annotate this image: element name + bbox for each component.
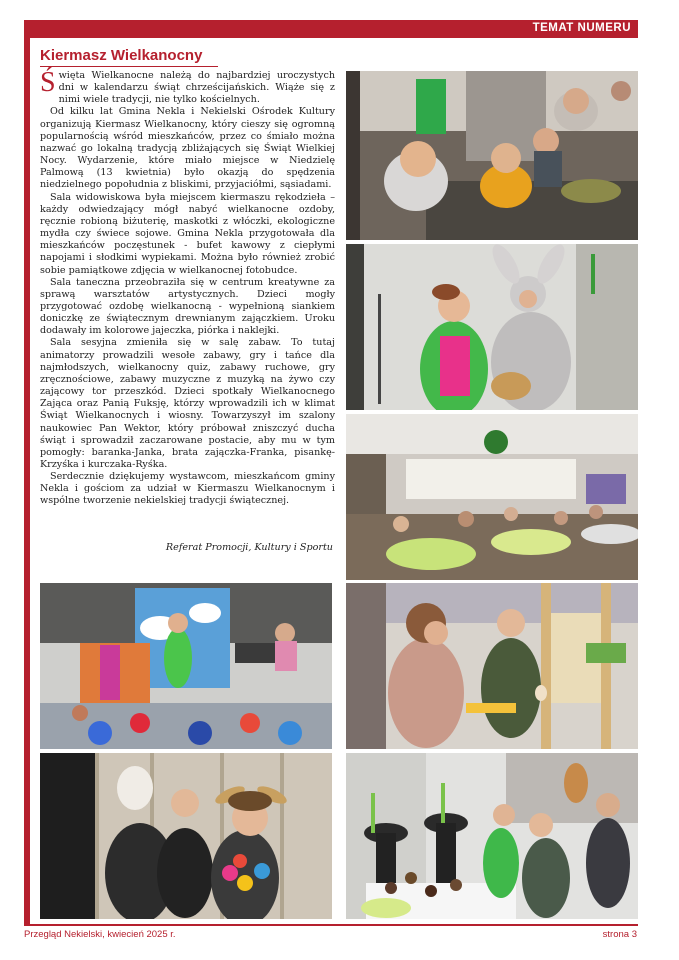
paragraph-5: Sala sesyjna zmieniła się w salę zabaw. To tutaj animatorzy prowadzili wesołe zabawy, gry i tańce dla najmłodszych, wielkanocny quiz, zabawy ruchowe, gry zręcznościowe, zabawy muzyczne z muzyką na żywo czy zającowy tor przeszkód. Dzieci spotkały Wielkanocnego Zająca oraz Panią Fuksję, którzy wprowadzili ich w klimat Świąt Wielkanocnych i wiosny. Towarzyszył im szalony naukowiec Pan Wektor, który próbował zniszczyć ducha świąt i sprowadził zaczarowane postacie, aby mu w tym pomogły: baranka-Janka, brata zajączka-Franka, pisankę-Krzyśka i kurczaka-Ryśka. [40,337,335,470]
paragraph-1-text: więta Wielkanocne należą do najbardziej uroczystych dni w kalendarzu świąt chrześcijańskich. Wiąże się z nimi wiele tradycji, nie tylko kościelnych. [58,70,335,106]
article-signature: Referat Promocji, Kultury i Sportu [165,542,333,553]
left-accent-rule [24,20,30,924]
footer-page-number: strona 3 [602,929,637,940]
photo-easter-bunny-and-hostess [346,244,638,410]
paragraph-2: Od kilku lat Gmina Nekla i Nekielski Ośrodek Kultury organizują Kiermasz Wielkanocny, który cieszy się ogromną popularnością wśród mieszkańców, przez co śmiało można nazwać go lokalną tradycją zbliżających się Świąt Wielkiej Nocy. Wydarzenie, które miało miejsce w Niedzielę Palmową (13 kwietnia) było okazją do spędzenia niedzielnego popołudnia z bliskimi, przyjaciółmi, sąsiadami. [40,106,335,191]
photo-handicraft-stall [346,583,638,749]
footer-publication: Przegląd Nekielski, kwiecień 2025 r. [24,929,176,940]
photo-coffee-buffet-hall [346,414,638,580]
paragraph-1 [40,67,335,106]
paragraph-3: Sala widowiskowa była miejscem kiermaszu rękodzieła – każdy odwiedzający mógł nabyć wielkanocne ozdoby, ręcznie robioną biżuterię, maskotki z włóczki, ekologiczne mydła czy świece sojowe. Gmina Nekla przygotowała dla mieszkańców poczęstunek - bufet kawowy z ciepłymi napojami i słodkimi wypiekami. Można było również zrobić sobie pamiątkowe zdjęcia w wielkanocnej fotobudce. [40,191,335,276]
title-underline [40,66,218,67]
article-body [40,67,335,508]
photo-sweets-table [346,753,638,919]
article-title: Kiermasz Wielkanocny [40,47,203,64]
paragraph-4: Sala taneczna przeobraziła się w centrum kreatywne za sprawą warsztatów artystycznych. Dzieci mogły przygotować ozdobę wielkanocną - wypełnioną siankiem doniczkę ze świątecznym drewnianym zajączkiem. Uroku dodawały im kolorowe jajeczka, piórka i naklejki. [40,276,335,337]
section-label: TEMAT NUMERU [532,22,631,34]
photo-photobooth [40,753,332,919]
dropcap: Ś [40,67,56,98]
paragraph-6: Serdecznie dziękujemy wystawcom, mieszkańcom gminy Nekla i gościom za udział w Kiermaszu Wielkanocnym i wspólne tworzenie nekielskiej tradycji świątecznej. [40,471,335,507]
photo-children-crafting [346,71,638,240]
photo-stage-animation [40,583,332,749]
footer-rule [24,924,638,926]
